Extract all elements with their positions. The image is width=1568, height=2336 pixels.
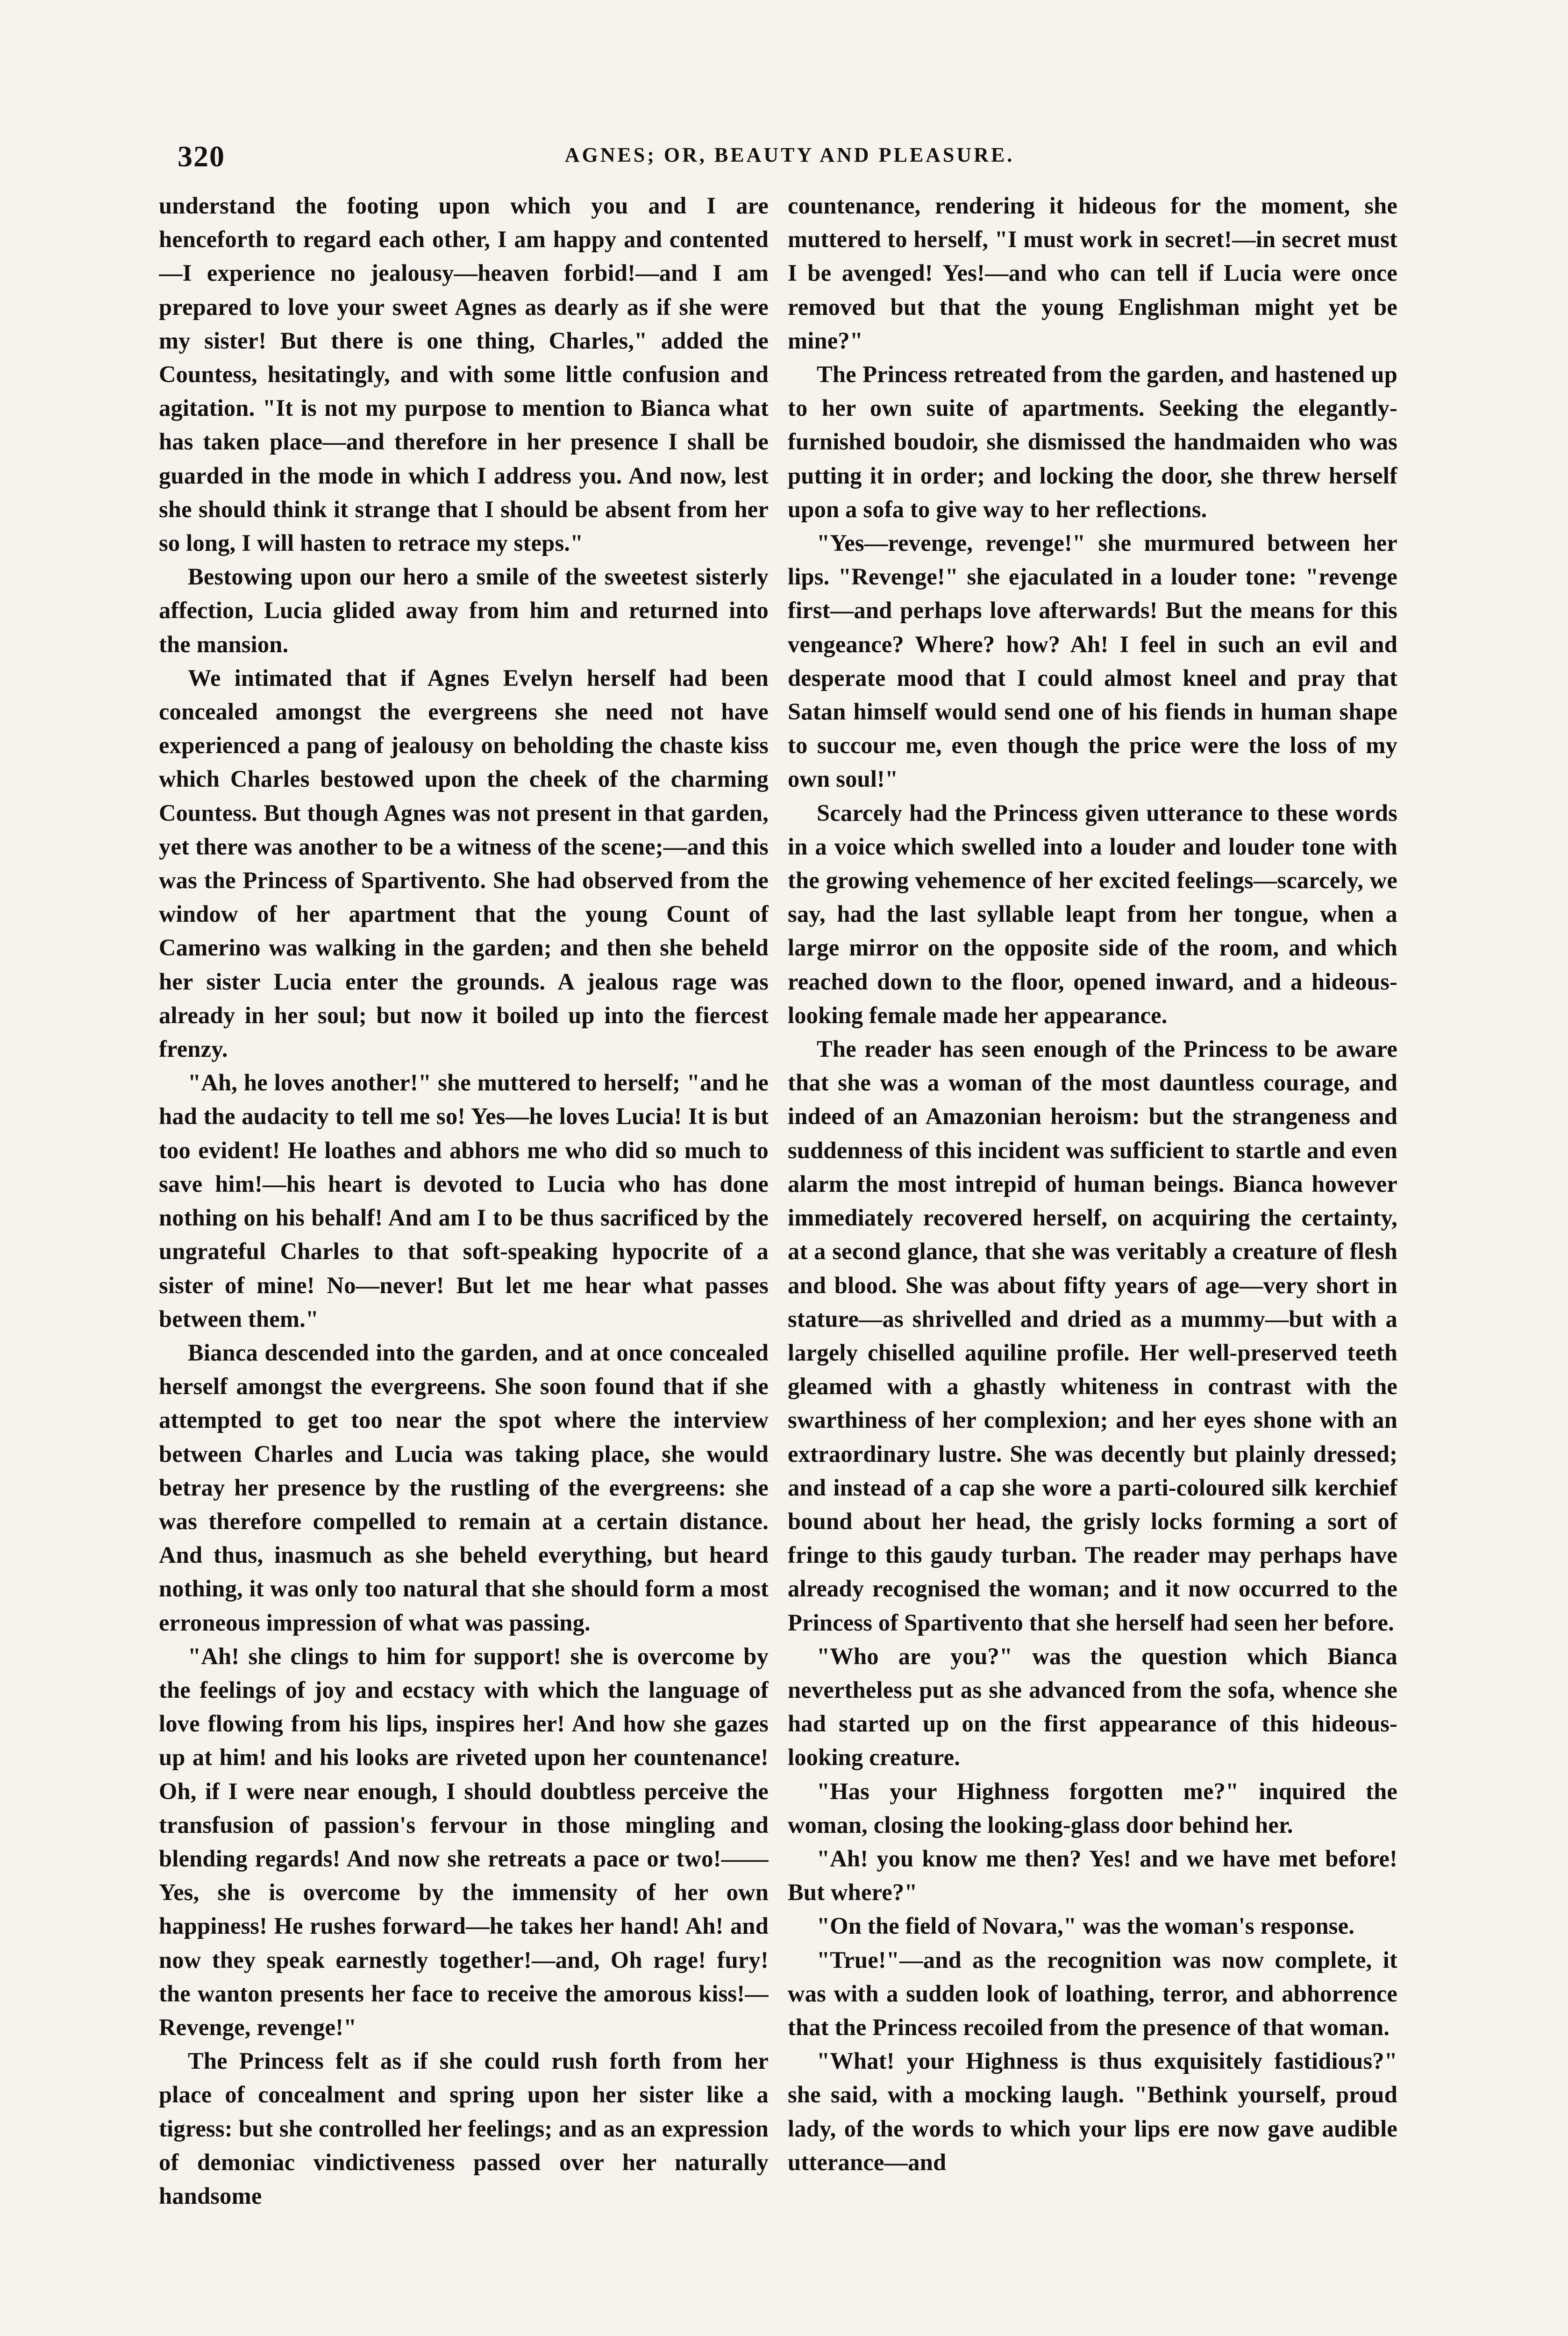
paragraph: "Ah, he loves another!" she muttered to herself; "and he had the audacity to tell me so! Yes—he loves Lucia! It is but too evident! He loathes and abhors me who did so much to save him!—his heart is devoted to Lucia who has done nothing on his behalf! And am I to be thus sacrificed by the ungrateful Charles to that soft-speaking hypocrite of a sister of mine! No—never! But let me hear what passes between them." [159,1069,769,1332]
paragraph: "Has your Highness forgotten me?" inquired the woman, closing the looking-glass door behind her. [788,1778,1397,1838]
paragraph: "Who are you?" was the question which Bianca nevertheless put as she advanced from the sofa, whence she had started up on the first appearance of this hideous-looking creature. [788,1643,1397,1771]
right-column [788,189,1397,2336]
page-header [178,139,1402,172]
page-number: 320 [178,140,225,173]
paragraph: Bestowing upon our hero a smile of the sweetest sisterly affection, Lucia glided away from him and returned into the mansion. [159,563,769,657]
paragraph: "On the field of Novara," was the woman's response. [817,1913,1355,1939]
paragraph: The Princess felt as if she could rush forth from her place of concealment and spring upon her sister like a tigress: but she controlled her feelings; and as an expression of demoniac vindictiveness passed over her naturally handsome [159,2048,769,2209]
paragraph: We intimated that if Agnes Evelyn herself had been concealed amongst the evergreens she need not have experienced a pang of jealousy on beholding the chaste kiss which Charles bestowed upon the cheek of the charming Countess. But though Agnes was not present in that garden, yet there was another to be a witness of the scene;—and this was the Princess of Spartivento. She had observed from the window of her apartment that the young Count of Camerino was walking in the garden; and then she beheld her sister Lucia enter the grounds. A jealous rage was already in her soul; but now it boiled up into the fiercest frenzy. [159,664,769,1062]
paragraph: Bianca descended into the garden, and at once concealed herself amongst the evergreens. She soon found that if she attempted to get too near the spot where the interview between Charles and Lucia was taking place, she would betray her presence by the rustling of the evergreens: she was therefore compelled to remain at a certain distance. And thus, inasmuch as she beheld everything, but heard nothing, it was only too natural that she should form a most erroneous impression of what was passing. [159,1339,769,1636]
paragraph: "What! your Highness is thus exquisitely fastidious?" she said, with a mocking laugh. "Bethink yourself, proud lady, of the words to which your lips ere now gave audible utterance—and [788,2048,1397,2175]
paragraph: "Ah! you know me then? Yes! and we have met before! But where?" [788,1845,1397,1906]
running-title: AGNES; OR, BEAUTY AND PLEASURE. [564,143,1015,166]
paragraph: understand the footing upon which you and I are henceforth to regard each other, I am happy and contented—I experience no jealousy—heaven forbid!—and I am prepared to love your sweet Agnes as dearly as if she were my sister! But there is one thing, Charles," added the Countess, hesitatingly, and with some little confusion and agitation. "It is not my purpose to mention to Bianca what has taken place—and therefore in her presence I shall be guarded in the mode in which I address you. And now, lest she should think it strange that I should be absent from her so long, I will hasten to retrace my steps." [159,192,769,556]
paragraph: The reader has seen enough of the Princess to be aware that she was a woman of the most dauntless courage, and indeed of an Amazonian heroism: but the strangeness and suddenness of this incident was sufficient to startle and even alarm the most intrepid of human beings. Bianca however immediately recovered herself, on acquiring the certainty, at a second glance, that she was veritably a creature of flesh and blood. She was about fifty years of age—very short in stature—as shrivelled and dried as a mummy—but with a largely chiselled aquiline profile. Her well-preserved teeth gleamed with a ghastly whiteness in contrast with the swarthiness of her complexion; and her eyes shone with an extraordinary lustre. She was decently but plainly dressed; and instead of a cap she wore a parti-coloured silk kerchief bound about her head, the grisly locks forming a sort of fringe to this gaudy turban. The reader may perhaps have already recognised the woman; and it now occurred to the Princess of Spartivento that she herself had seen her before. [788,1036,1397,1636]
paragraph: "Yes—revenge, revenge!" she murmured between her lips. "Revenge!" she ejaculated in a louder tone: "revenge first—and perhaps love afterwards! But the means for this vengeance? Where? how? Ah! I feel in such an evil and desperate mood that I could almost kneel and pray that Satan himself would send one of his fiends in human shape to succour me, even though the price were the loss of my own soul!" [788,530,1397,792]
left-column [159,189,769,2336]
paragraph: Scarcely had the Princess given utterance to these words in a voice which swelled into a louder and louder tone with the growing vehemence of her excited feelings—scarcely, we say, had the last syllable leapt from her tongue, when a large mirror on the opposite side of the room, and which reached down to the floor, opened inward, and a hideous-looking female made her appearance. [788,799,1397,1028]
paragraph: countenance, rendering it hideous for the moment, she muttered to herself, "I must work in secret!—in secret must I be avenged! Yes!—and who can tell if Lucia were once removed but that the young Englishman might yet be mine?" [788,192,1397,354]
paragraph: The Princess retreated from the garden, and hastened up to her own suite of apartments. Seeking the elegantly-furnished boudoir, she dismissed the handmaiden who was putting it in order; and locking the door, she threw herself upon a sofa to give way to her reflections. [788,361,1397,522]
paragraph: "Ah! she clings to him for support! she is overcome by the feelings of joy and ecstacy with which the language of love flowing from his lips, inspires her! And how she gazes up at him! and his looks are riveted upon her countenance! Oh, if I were near enough, I should doubtless perceive the transfusion of passion's fervour in those mingling and blending regards! And now she retreats a pace or two!——Yes, she is overcome by the immensity of her own happiness! He rushes forward—he takes her hand! Ah! and now they speak earnestly together!—and, Oh rage! fury! the wanton presents her face to receive the amorous kiss!—Revenge, revenge!" [159,1643,769,2040]
paragraph: "True!"—and as the recognition was now complete, it was with a sudden look of loathing, terror, and abhorrence that the Princess recoiled from the presence of that woman. [788,1946,1397,2040]
